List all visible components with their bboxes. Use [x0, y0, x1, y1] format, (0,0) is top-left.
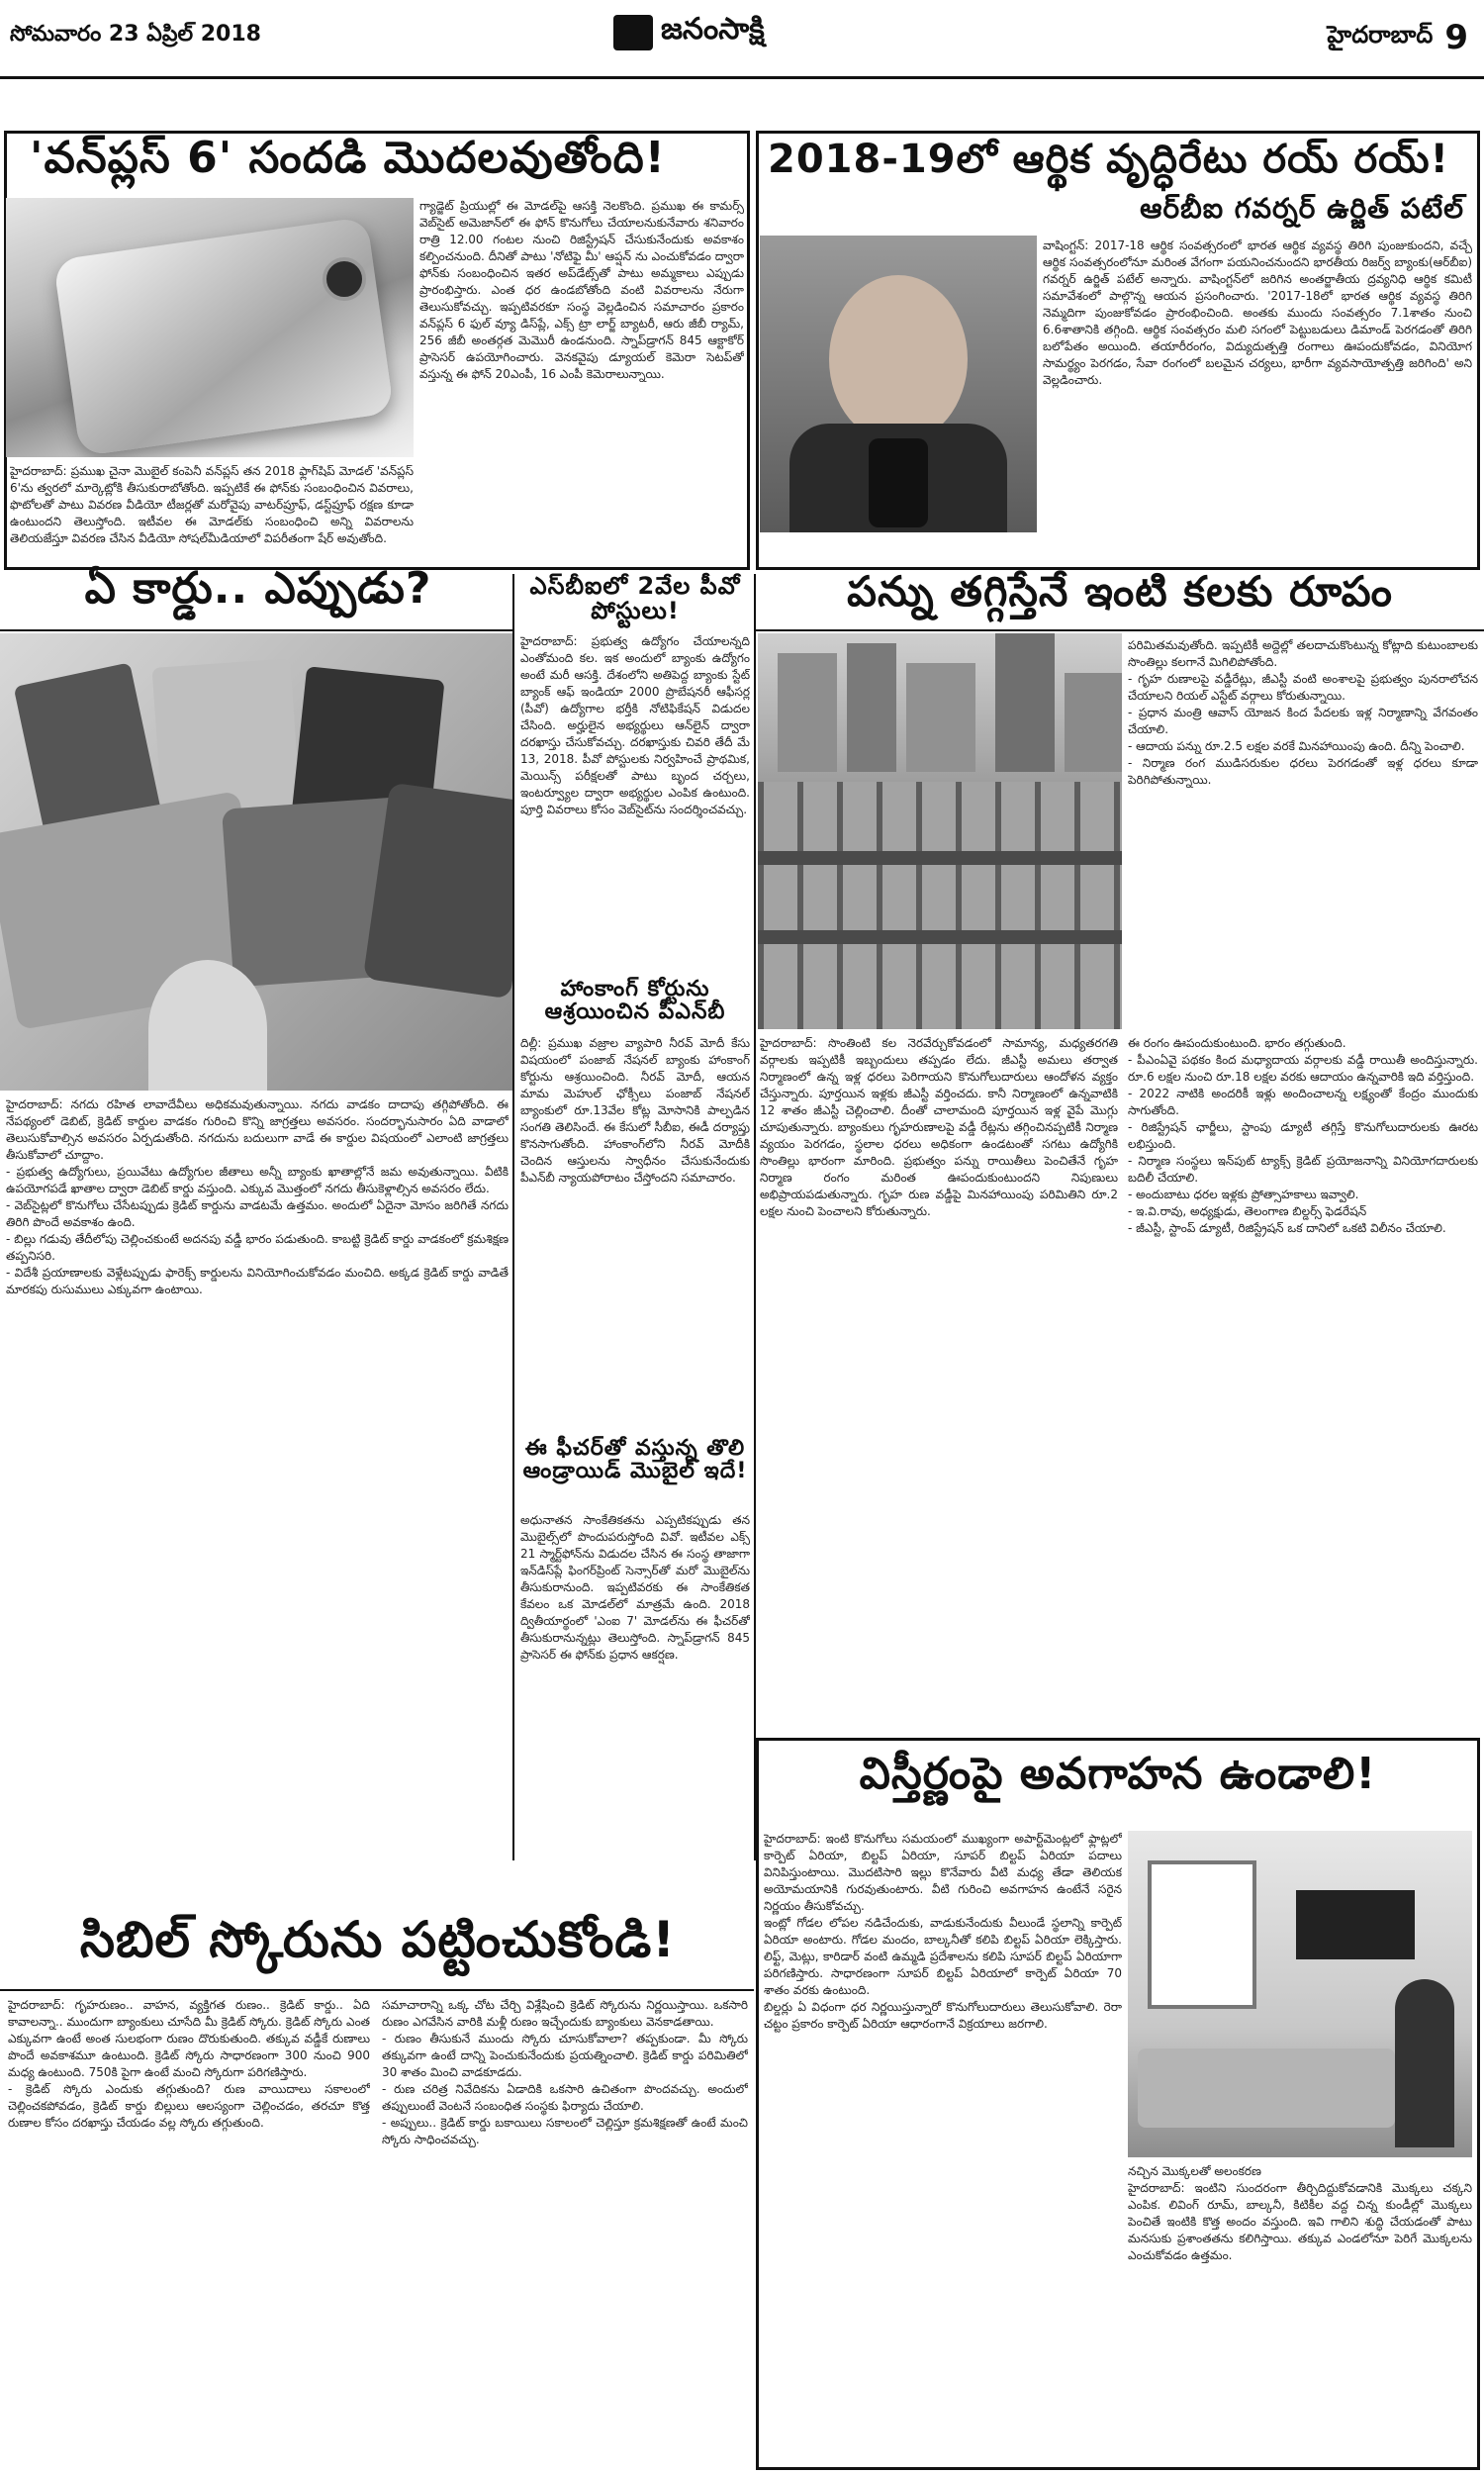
interior-headline: విస్తీర్ణంపై అవగాహన ఉండాలి!	[859, 1749, 1377, 1799]
cibil-headline: సిబిల్ స్కోరును పట్టించుకోండి!	[79, 1911, 677, 1968]
hand-icon	[148, 960, 267, 1091]
column-rule-1	[512, 574, 514, 1860]
microphone-icon	[869, 438, 928, 527]
tv-icon	[1296, 1890, 1415, 1959]
sbi-headline: ఎస్‌బీఐలో 2వేల పీవో పోస్టులు!	[529, 572, 741, 625]
android-body: అధునాతన సాంకేతికతను ఎప్పటికప్పుడు తన మొబైల్స్‌లో పొందుపరుస్తోంది వివో. ఇటీవల ఎక్స్ 21 స్మార్ట్‌ఫోన్‌ను విడుదల చేసిన ఈ సంస్థ తాజాగా ఇన్‌డిస్‌ప్లే ఫింగర్‌ప్రింట్ సెన్సార్‌తో మరో మొబైల్‌ను తీసుకురానుంది. ఇప్పటివరకు ఈ సాంకేతికత కేవలం ఒక మోడల్‌లో మాత్రమే ఉంది. 2018 ద్వితీయార్థంలో 'ఎంఐ 7' మోడల్‌ను ఈ ఫీచర్‌తో తీసుకురానున్నట్లు తెలుస్తోంది. స్నాప్‌డ్రాగన్ 845 ప్రాసెసర్ ఈ ఫోన్‌కు ప్రధాన ఆకర్షణ.	[520, 1513, 750, 1663]
construction-photo	[758, 633, 1122, 1029]
cards-shopping-photo	[0, 633, 512, 1091]
housing-body-bottom-right: ఈ రంగం ఊపందుకుంటుంది. భారం తగ్గుతుంది. - పీఎంఏవై పథకం కింద మధ్యాదాయ వర్గాలకు వడ్డీ రాయితీ అందిస్తున్నారు. రూ.6 లక్షల నుంచి రూ.18 లక్షల వరకు ఆదాయం ఉన్నవారికి ఇది వర్తిస్తుంది. - 2022 నాటికి అందరికీ ఇళ్లు అందించాలన్న లక్ష్యంతో కేంద్రం ముందుకు సాగుతోంది. - రిజిస్ట్రేషన్ ఛార్జీలు, స్టాంపు డ్యూటీ తగ్గిస్తే కొనుగోలుదారులకు ఊరట లభిస్తుంది. - నిర్మాణ సంస్థలు ఇన్‌పుట్ ట్యాక్స్ క్రెడిట్ ప్రయోజనాన్ని వినియోగదారులకు బదిలీ చేయాలి. - అందుబాటు ధరల ఇళ్లకు ప్రోత్సాహకాలు ఇవ్వాలి. - ఇ.వి.రావు, అధ్యక్షుడు, తెలంగాణ బిల్డర్స్ ఫెడరేషన్ - జీఎస్టీ, స్టాంప్ డ్యూటీ, రిజిస్ట్రేషన్ ఒక దానిలో ఒకటి విలీనం చేయాలి.	[1128, 1036, 1478, 1236]
column-rule-2	[754, 574, 756, 1860]
oneplus-phone-photo	[6, 198, 414, 457]
oneplus-body-left: హైదరాబాద్: ప్రముఖ చైనా మొబైల్ కంపెనీ వన్‌ప్లస్ తన 2018 ఫ్లాగ్‌షిప్ మోడల్ 'వన్‌ప్లస్ 6'ను త్వరలో మార్కెట్లోకి తీసుకురాబోతోంది. ఇప్పటికే ఈ ఫోన్‌కు సంబంధించిన వివరాలు, ఫొటోలతో పాటు వివరణ వీడియో టీజర్లతో మరోవైపు వాటర్‌ప్రూఫ్, డస్ట్‌ప్రూఫ్ రక్షణ కూడా ఉంటుందని తెలుస్తోంది. ఇటీవల ఈ మోడల్‌కు సంబంధించి అన్ని వివరాలను తెలియజేస్తూ వివరణ చేసిన వీడియో సోషల్‌మీడియాలో విపరీతంగా షేర్ అవుతోంది.	[10, 464, 414, 546]
page-number: 9	[1444, 18, 1468, 57]
housing-body-right: పరిమితమవుతోంది. ఇప్పటికీ అద్దెల్లో తలదాచుకొంటున్న కోట్లాది కుటుంబాలకు సొంతిల్లు కలగానే మిగిలిపోతోంది. - గృహ రుణాలపై వడ్డీరేట్లు, జీఎస్టీ వంటి అంశాలపై ప్రభుత్వం పునరాలోచన చేయాలని రియల్ ఎస్టేట్ వర్గాలు కోరుతున్నాయి. - ప్రధాన మంత్రి ఆవాస్ యోజన కింద పేదలకు ఇళ్ల నిర్మాణాన్ని వేగవంతం చేయాలి. - ఆదాయ పన్ను రూ.2.5 లక్షల వరకే మినహాయింపు ఉంది. దీన్ని పెంచాలి. - నిర్మాణ రంగ ముడిసరుకుల ధరలు పెరగడంతో ఇళ్ల ధరలు కూడా పెరిగిపోతున్నాయి.	[1128, 638, 1478, 788]
android-headline: ఈ ఫీచర్‌తో వస్తున్న తొలి ఆండ్రాయిడ్ మొబైల్ ఇదే!	[522, 1436, 748, 1484]
masthead-city: హైదరాబాద్	[1327, 21, 1434, 48]
rbi-headline: 2018-19లో ఆర్థిక వృద్ధిరేటు రయ్ రయ్!	[768, 137, 1449, 182]
rbi-governor-photo	[760, 236, 1037, 532]
logo-icon	[613, 15, 653, 50]
sbi-body: హైదరాబాద్: ప్రభుత్వ ఉద్యోగం చేయాలన్నది ఎంతోమంది కల. ఇక అందులో బ్యాంకు ఉద్యోగం అంటే మరీ ఆసక్తి. దేశంలోని అతిపెద్ద బ్యాంకు స్టేట్ బ్యాంక్ ఆఫ్ ఇండియా 2000 ప్రొబేషనరీ ఆఫీసర్ల (పీవో) ఉద్యోగాల భర్తీకి నోటిఫికేషన్ విడుదల చేసింది. అర్హులైన అభ్యర్థులు ఆన్‌లైన్ ద్వారా దరఖాస్తు చేసుకోవచ్చు. దరఖాస్తుకు చివరి తేదీ మే 13, 2018. పీవో పోస్టులకు నిర్వహించే ప్రాథమిక, మెయిన్స్ పరీక్షలతో పాటు బృంద చర్చలు, ఇంటర్వ్యూల ద్వారా అభ్యర్థుల ఎంపిక ఉంటుంది. పూర్తి వివరాలు కోసం వెబ్‌సైట్‌ను సందర్శించవచ్చు.	[520, 634, 750, 817]
masthead-date: సోమవారం 23 ఏప్రిల్ 2018	[10, 22, 261, 47]
oneplus-headline: 'వన్‌ప్లస్ 6' సందడి మొదలవుతోంది!	[30, 133, 666, 183]
housing-rule	[756, 629, 1484, 631]
interior-body: హైదరాబాద్: ఇంటి కొనుగోలు సమయంలో ముఖ్యంగా అపార్ట్‌మెంట్లలో ఫ్లాట్లలో కార్పెట్ ఏరియా, బిల్టప్ ఏరియా, సూపర్ బిల్టప్ ఏరియా పదాలు వినిపిస్తుంటాయి. మొదటిసారి ఇల్లు కొనేవారు వీటి మధ్య తేడా తెలియక అయోమయానికి గురవుతుంటారు. వీటి గురించి అవగాహన ఉంటేనే సరైన నిర్ణయం తీసుకోవచ్చు. ఇంట్లో గోడల లోపల నడిచేందుకు, వాడుకునేందుకు వీలుండే స్థలాన్ని కార్పెట్ ఏరియా అంటారు. గోడల మందం, బాల్కనీతో కలిపి బిల్టప్ ఏరియా లెక్కిస్తారు. లిఫ్ట్, మెట్లు, కారిడార్ వంటి ఉమ్మడి ప్రదేశాలను కలిపి సూపర్ బిల్టప్ ఏరియాగా పరిగణిస్తారు. సాధారణంగా సూపర్ బిల్టప్ ఏరియాలో కార్పెట్ ఏరియా 70 శాతం వరకు ఉంటుంది. బిల్డర్లు ఏ విధంగా ధర నిర్ణయిస్తున్నారో కొనుగోలుదారులు తెలుసుకోవాలి. రెరా చట్టం ప్రకారం కార్పెట్ ఏరియా ఆధారంగానే విక్రయాలు జరగాలి.	[764, 1832, 1122, 2032]
masthead-logo	[613, 12, 765, 53]
cards-headline: ఏ కార్డు.. ఎప్పుడు?	[84, 563, 432, 614]
cibil-rule	[0, 1989, 754, 1991]
pnb-body: దిల్లీ: ప్రముఖ వజ్రాల వ్యాపారి నీరవ్ మోదీ కేసు విషయంలో పంజాబ్ నేషనల్ బ్యాంకు హాంకాంగ్ కోర్టును ఆశ్రయించింది. నీరవ్ మోదీ, ఆయన మామ మెహుల్ ఛోక్సీలు పంజాబ్ నేషనల్ బ్యాంకులో రూ.13వేల కోట్ల మోసానికి పాల్పడిన సంగతి తెలిసిందే. ఈ కేసులో సీబీఐ, ఈడీ దర్యాప్తు కొనసాగుతోంది. హాంకాంగ్‌లోని నీరవ్ మోదీకి చెందిన ఆస్తులను స్వాధీనం చేసుకునేందుకు పీఎన్‌బీ న్యాయపోరాటం చేస్తోందని సమాచారం.	[520, 1036, 750, 1186]
pnb-headline: హాంకాంగ్ కోర్టును ఆశ్రయించిన పీఎన్‌బీ	[544, 977, 726, 1025]
housing-body-left: హైదరాబాద్: సొంతింటి కల నెరవేర్చుకోవడంలో సామాన్య, మధ్యతరగతి వర్గాలకు ఇప్పటికీ ఇబ్బందులు తప్పడం లేదు. జీఎస్టీ అమలు తర్వాత నిర్మాణంలో ఉన్న ఇళ్ల ధరలు పెరిగాయని కొనుగోలుదారులు ఆందోళన వ్యక్తం చేస్తున్నారు. పూర్తయిన ఇళ్లకు జీఎస్టీ వర్తించదు. కానీ నిర్మాణంలో ఉన్నవాటికి 12 శాతం జీఎస్టీ చెల్లించాలి. దీంతో చాలామంది పూర్తయిన ఇళ్ల వైపే మొగ్గు చూపుతున్నారు. బ్యాంకులు గృహరుణాలపై వడ్డీ రేట్లను తగ్గించినప్పటికీ నిర్మాణ వ్యయం పెరగడం, స్థలాల ధరలు అధికంగా ఉండటంతో సగటు ఉద్యోగికి సొంతిల్లు భారంగా మారింది. ప్రభుత్వం పన్ను రాయితీలు పెంచితేనే గృహ నిర్మాణ రంగం మరింత ఊపందుకుంటుందని నిపుణులు అభిప్రాయపడుతున్నారు. గృహ రుణ వడ్డీపై మినహాయింపు పరిమితిని రూ.2 లక్షల నుంచి పెంచాలని కోరుతున్నారు.	[760, 1036, 1118, 1219]
cards-body: హైదరాబాద్: నగదు రహిత లావాదేవీలు అధికమవుతున్నాయి. నగదు వాడకం దాదాపు తగ్గిపోతోంది. ఈ నేపథ్యంలో డెబిట్, క్రెడిట్ కార్డుల వాడకం గురించి కొన్ని జాగ్రత్తలు అవసరం. సందర్భానుసారం ఏది వాడాలో తెలుసుకోవాల్సిన అవసరం ఏర్పడుతోంది. నగదును బదులుగా వాడే ఈ కార్డుల విషయంలో ఎలాంటి జాగ్రత్తలు తీసుకోవాలో చూద్దాం. - ప్రభుత్వ ఉద్యోగులు, ప్రయివేటు ఉద్యోగుల జీతాలు అన్నీ బ్యాంకు ఖాతాల్లోనే జమ అవుతున్నాయి. వీటికి ఉపయోగపడే ఖాతాల ద్వారా డెబిట్ కార్డు వస్తుంది. ఎక్కువ మొత్తంలో నగదు తీసుకెళ్లాల్సిన అవసరం లేదు. - వెబ్‌సైట్లలో కొనుగోలు చేసేటప్పుడు క్రెడిట్ కార్డును వాడటమే ఉత్తమం. అందులో ఏదైనా మోసం జరిగితే నగదు తిరిగి పొందే అవకాశం ఉంది. - బిల్లు గడువు తేదీలోపు చెల్లించకుంటే అదనపు వడ్డీ భారం పడుతుంది. కాబట్టి క్రెడిట్ కార్డు వాడకంలో క్రమశిక్షణ తప్పనిసరి. - విదేశీ ప్రయాణాలకు వెళ్లేటప్పుడు ఫారెక్స్ కార్డులను వినియోగించుకోవడం మంచిది. అక్కడ క్రెడిట్ కార్డు వాడితే మారకపు రుసుములు ఎక్కువగా ఉంటాయి.	[6, 1097, 509, 1297]
cibil-body-right: సమాచారాన్ని ఒక్క చోట చేర్చి విశ్లేషించి క్రెడిట్ స్కోరును నిర్ణయిస్తాయి. ఒకసారి రుణం ఎగవేసిన వారికి మళ్లీ రుణం ఇచ్చేందుకు బ్యాంకులు వెనకాడతాయి. - రుణం తీసుకునే ముందు స్కోరు చూసుకోవాలా? తప్పకుండా. మీ స్కోరు తక్కువగా ఉంటే దాన్ని పెంచుకునేందుకు ప్రయత్నించాలి. క్రెడిట్ కార్డు పరిమితిలో 30 శాతం మించి వాడకూడదు. - రుణ చరిత్ర నివేదికను ఏడాదికి ఒకసారి ఉచితంగా పొందవచ్చు. అందులో తప్పులుంటే వెంటనే సంబంధిత సంస్థకు ఫిర్యాదు చేయాలి. - అప్పులు.. క్రెడిట్ కార్డు బకాయిలు సకాలంలో చెల్లిస్తూ క్రమశిక్షణతో ఉంటే మంచి స్కోరు సాధించవచ్చు.	[382, 1998, 748, 2147]
interior-plants-body: నచ్చిన మొక్కలతో అలంకరణ హైదరాబాద్: ఇంటిని సుందరంగా తీర్చిదిద్దుకోవడానికి మొక్కలు చక్కని ఎంపిక. లివింగ్ రూమ్, బాల్కనీ, కిటికీల వద్ద చిన్న కుండీల్లో మొక్కలు పెంచితే ఇంటికి కొత్త అందం వస్తుంది. ఇవి గాలిని శుద్ధి చేయడంతో పాటు మనసుకు ప్రశాంతతను కలిగిస్తాయి. తక్కువ ఎండలోనూ పెరిగే మొక్కలను ఎంచుకోవడం ఉత్తమం.	[1128, 2164, 1472, 2263]
cards-rule	[0, 629, 512, 631]
camera-lens-icon	[323, 257, 366, 301]
housing-headline: పన్ను తగ్గిస్తేనే ఇంటి కలకు రూపం	[847, 567, 1393, 616]
rbi-subhead: ఆర్‌బీఐ గవర్నర్ ఉర్జిత్ పటేల్	[1140, 192, 1464, 225]
rbi-body: వాషింగ్టన్: 2017-18 ఆర్థిక సంవత్సరంలో భారత ఆర్థిక వ్యవస్థ తిరిగి పుంజుకుందని, వచ్చే ఆర్థిక సంవత్సరంలోనూ మరింత వేగంగా పయనించనుందని భారతీయ రిజర్వ్ బ్యాంకు(ఆర్‌బీఐ) గవర్నర్ ఉర్జిత్ పటేల్ అన్నారు. వాషింగ్టన్‌లో జరిగిన అంతర్జాతీయ ద్రవ్యనిధి ఆర్థిక కమిటీ సమావేశంలో పాల్గొన్న ఆయన ప్రసంగించారు. '2017-18లో భారత ఆర్థిక వ్యవస్థ తిరిగి నెమ్మదిగా పుంజుకోవడం ప్రారంభించింది. అంతకు ముందు సంవత్సరం 7.1శాతం నుంచి 6.6శాతానికి తగ్గింది. ఆర్థిక సంవత్సరం మలి సగంలో పెట్టుబడులు డిమాండ్ పెరగడంతో తిరిగి బలోపేతం అయింది. తయారీరంగం, విద్యుదుత్పత్తి రంగాలు ఊపందుకోవడం, వినియోగ సామర్థ్యం పెరగడం, సేవా రంగంలో బలమైన చర్యలు, భారీగా వ్యవసాయోత్పత్తి జరిగింది' అని వెల్లడించారు.	[1043, 238, 1472, 388]
masthead-right	[1327, 18, 1468, 57]
oneplus-body-right: గ్యాడ్జెట్ ప్రియుల్లో ఈ మోడల్‌పై ఆసక్తి నెలకొంది. ప్రముఖ ఈ కామర్స్ వెబ్‌సైట్ అమెజాన్‌లో ఈ ఫోన్ కొనుగోలు చేయాలనుకునేవారు శనివారం రాత్రి 12.00 గంటల నుంచి రిజిస్ట్రేషన్ చేసుకునేందుకు అవకాశం కల్పించనుంది. దీనితో పాటు 'నోటిఫై మీ' ఆప్షన్ ను ఎంచుకోవడం ద్వారా ఫోన్‌కు సంబంధించిన ఇతర అప్‌డేట్స్‌తో పాటు అమ్మకాలు ఎప్పుడు ప్రారంభిస్తారు. ఎంత ధర ఉండబోతోంది వంటి వివరాలను నేరుగా తెలుసుకోవచ్చు. ఇప్పటివరకూ సంస్థ వెల్లడించిన సమాచారం ప్రకారం వన్‌ప్లస్ 6 ఫుల్ వ్యూ డిస్‌ప్లే, ఎక్స్ ట్రా లార్జ్ బ్యాటరీ, ఆరు జీబీ ర్యామ్, 256 జీబీ అంతర్గత మెమొరీ ఉండనుంది. స్నాప్‌డ్రాగన్ 845 ఆక్టాకోర్ ప్రాసెసర్ ఉపయోగించారు. వెనకవైపు డ్యూయల్ కెమెరా సెటప్‌తో వస్తున్న ఈ ఫోన్ 20ఎంపీ, 16 ఎంపీ కెమెరాలున్నాయి.	[419, 199, 744, 382]
masthead	[0, 0, 1484, 79]
living-room-photo	[1128, 1831, 1472, 2157]
cibil-body-left: హైదరాబాద్: గృహరుణం.. వాహన, వ్యక్తిగత రుణం.. క్రెడిట్ కార్డు.. ఏది కావాలన్నా.. ముందుగా బ్యాంకులు చూసేది మీ క్రెడిట్ స్కోరు. క్రెడిట్ స్కోరు ఎంత ఎక్కువగా ఉంటే అంత సులభంగా రుణం దొరుకుతుంది. తక్కువ వడ్డీకే రుణాలు పొందే అవకాశమూ ఉంటుంది. క్రెడిట్ స్కోరు సాధారణంగా 300 నుంచి 900 మధ్య ఉంటుంది. 750కి పైగా ఉంటే మంచి స్కోరుగా పరిగణిస్తారు. - క్రెడిట్ స్కోరు ఎందుకు తగ్గుతుంది? రుణ వాయిదాలు సకాలంలో చెల్లించకపోవడం, క్రెడిట్ కార్డు బిల్లులు ఆలస్యంగా చెల్లించడం, తరచూ కొత్త రుణాల కోసం దరఖాస్తు చేయడం వల్ల స్కోరు తగ్గుతుంది.	[8, 1998, 370, 2131]
paper-name: జనంసాక్షి	[661, 12, 765, 47]
